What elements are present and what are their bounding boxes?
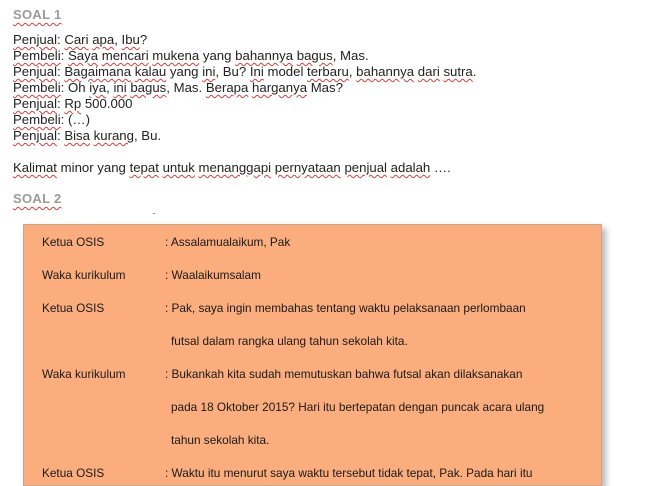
marked-word: Rp xyxy=(64,96,82,111)
speech-text: : Pak, saya ingin membahas tentang waktu pelaksanaan perlombaan xyxy=(165,301,526,315)
marked-word: Penjual xyxy=(13,64,57,79)
marked-word: Berapa xyxy=(205,80,249,95)
text-fragment: Mas? xyxy=(307,80,343,95)
marked-word: sutra xyxy=(443,64,473,79)
marked-word: mencari xyxy=(101,48,149,63)
speech-text: : Waktu itu menurut saya waktu tersebut tidak tepat, Pak. Pada hari itu xyxy=(165,466,533,480)
marked-word: terbaru xyxy=(307,64,349,79)
dialogue-line xyxy=(13,64,476,80)
speech-text: : Bukankah kita sudah memutuskan bahwa futsal akan dilaksanakan xyxy=(165,367,523,381)
marked-word: iya xyxy=(89,80,107,95)
speaker-name: Ketua OSIS xyxy=(42,301,105,315)
text-fragment: : xyxy=(57,128,65,143)
text-fragment: : (…) xyxy=(60,112,90,127)
marked-word: Penjual xyxy=(13,32,57,47)
speech-text: tahun sekolah kita. xyxy=(171,433,270,447)
marked-word: harganya xyxy=(252,80,308,95)
speaker-name: Ketua OSIS xyxy=(42,235,105,249)
speech-text: futsal dalam rangka ulang tahun sekolah kita. xyxy=(171,334,408,348)
text-fragment: …. xyxy=(430,160,451,175)
text-fragment: : Oh xyxy=(60,80,90,95)
marked-word: Penjual xyxy=(13,128,57,143)
marked-word: Pembeli xyxy=(13,48,61,63)
text-fragment: model xyxy=(263,64,308,79)
text-fragment: : xyxy=(60,48,68,63)
text-fragment: ? xyxy=(139,32,148,47)
marked-word: penjual xyxy=(344,160,387,175)
marked-word: kurang xyxy=(93,128,134,143)
stray-mark xyxy=(153,213,155,214)
marked-word: Saya xyxy=(67,48,99,63)
marked-word: bahannya xyxy=(235,48,294,63)
marked-word: tepat xyxy=(129,160,159,175)
text-fragment: , xyxy=(114,32,122,47)
text-fragment: , Mas. xyxy=(166,80,206,95)
dialogue-box xyxy=(23,224,602,486)
text-fragment: , Bu? xyxy=(215,64,250,79)
text-fragment: yang xyxy=(166,64,203,79)
text-fragment: : xyxy=(57,64,65,79)
marked-word: kalau xyxy=(134,64,167,79)
marked-word: bagus xyxy=(296,48,333,63)
text-fragment: , xyxy=(106,80,114,95)
dialogue-line xyxy=(13,128,161,144)
text-fragment: . xyxy=(472,64,477,79)
dialogue-line xyxy=(13,96,133,112)
speech-text: : Waalaikumsalam xyxy=(165,268,261,282)
dialogue-line xyxy=(13,80,343,96)
marked-word: Bagaimana xyxy=(64,64,132,79)
text-fragment: : xyxy=(57,96,65,111)
soal-1-question xyxy=(13,160,451,176)
text-fragment: , Mas. xyxy=(332,48,369,63)
marked-word: Pembeli xyxy=(13,80,61,95)
text-fragment: yang xyxy=(199,48,236,63)
speaker-name: Ketua OSIS xyxy=(42,466,105,480)
marked-word: dari xyxy=(417,64,440,79)
text-fragment: 500.000 xyxy=(81,96,133,111)
marked-word: ini xyxy=(113,80,127,95)
marked-word: adalah xyxy=(390,160,431,175)
soal-2-heading: SOAL 2 xyxy=(13,191,62,206)
speaker-name: Waka kurikulum xyxy=(42,268,126,282)
marked-word: ini xyxy=(202,64,216,79)
marked-word: Penjual xyxy=(13,96,57,111)
marked-word: Bisa xyxy=(64,128,90,143)
marked-word: mukena xyxy=(152,48,200,63)
marked-word: Ibu xyxy=(121,32,140,47)
marked-word: untuk xyxy=(162,160,195,175)
speaker-name: Waka kurikulum xyxy=(42,367,126,381)
marked-word: Ini xyxy=(249,64,264,79)
marked-word: apa xyxy=(92,32,115,47)
speech-text: : Assalamualaikum, Pak xyxy=(165,235,291,249)
marked-word: bahannya xyxy=(356,64,415,79)
soal-1-heading: SOAL 1 xyxy=(13,7,62,22)
marked-word: Kalimat xyxy=(13,160,57,175)
dialogue-line xyxy=(13,32,147,48)
dialogue-line xyxy=(13,112,90,128)
text-fragment: , xyxy=(348,64,357,79)
dialogue-line xyxy=(13,48,369,64)
text-fragment: : xyxy=(57,32,65,47)
text-fragment: minor yang xyxy=(56,160,130,175)
marked-word: pernyataan xyxy=(274,160,341,175)
marked-word: menanggapi xyxy=(198,160,272,175)
text-fragment: , Bu. xyxy=(133,128,162,143)
marked-word: Pembeli xyxy=(13,112,61,127)
marked-word: bagus xyxy=(130,80,167,95)
speech-text: pada 18 Oktober 2015? Hari itu bertepatan dengan puncak acara ulang xyxy=(171,400,545,414)
marked-word: Cari xyxy=(64,32,89,47)
